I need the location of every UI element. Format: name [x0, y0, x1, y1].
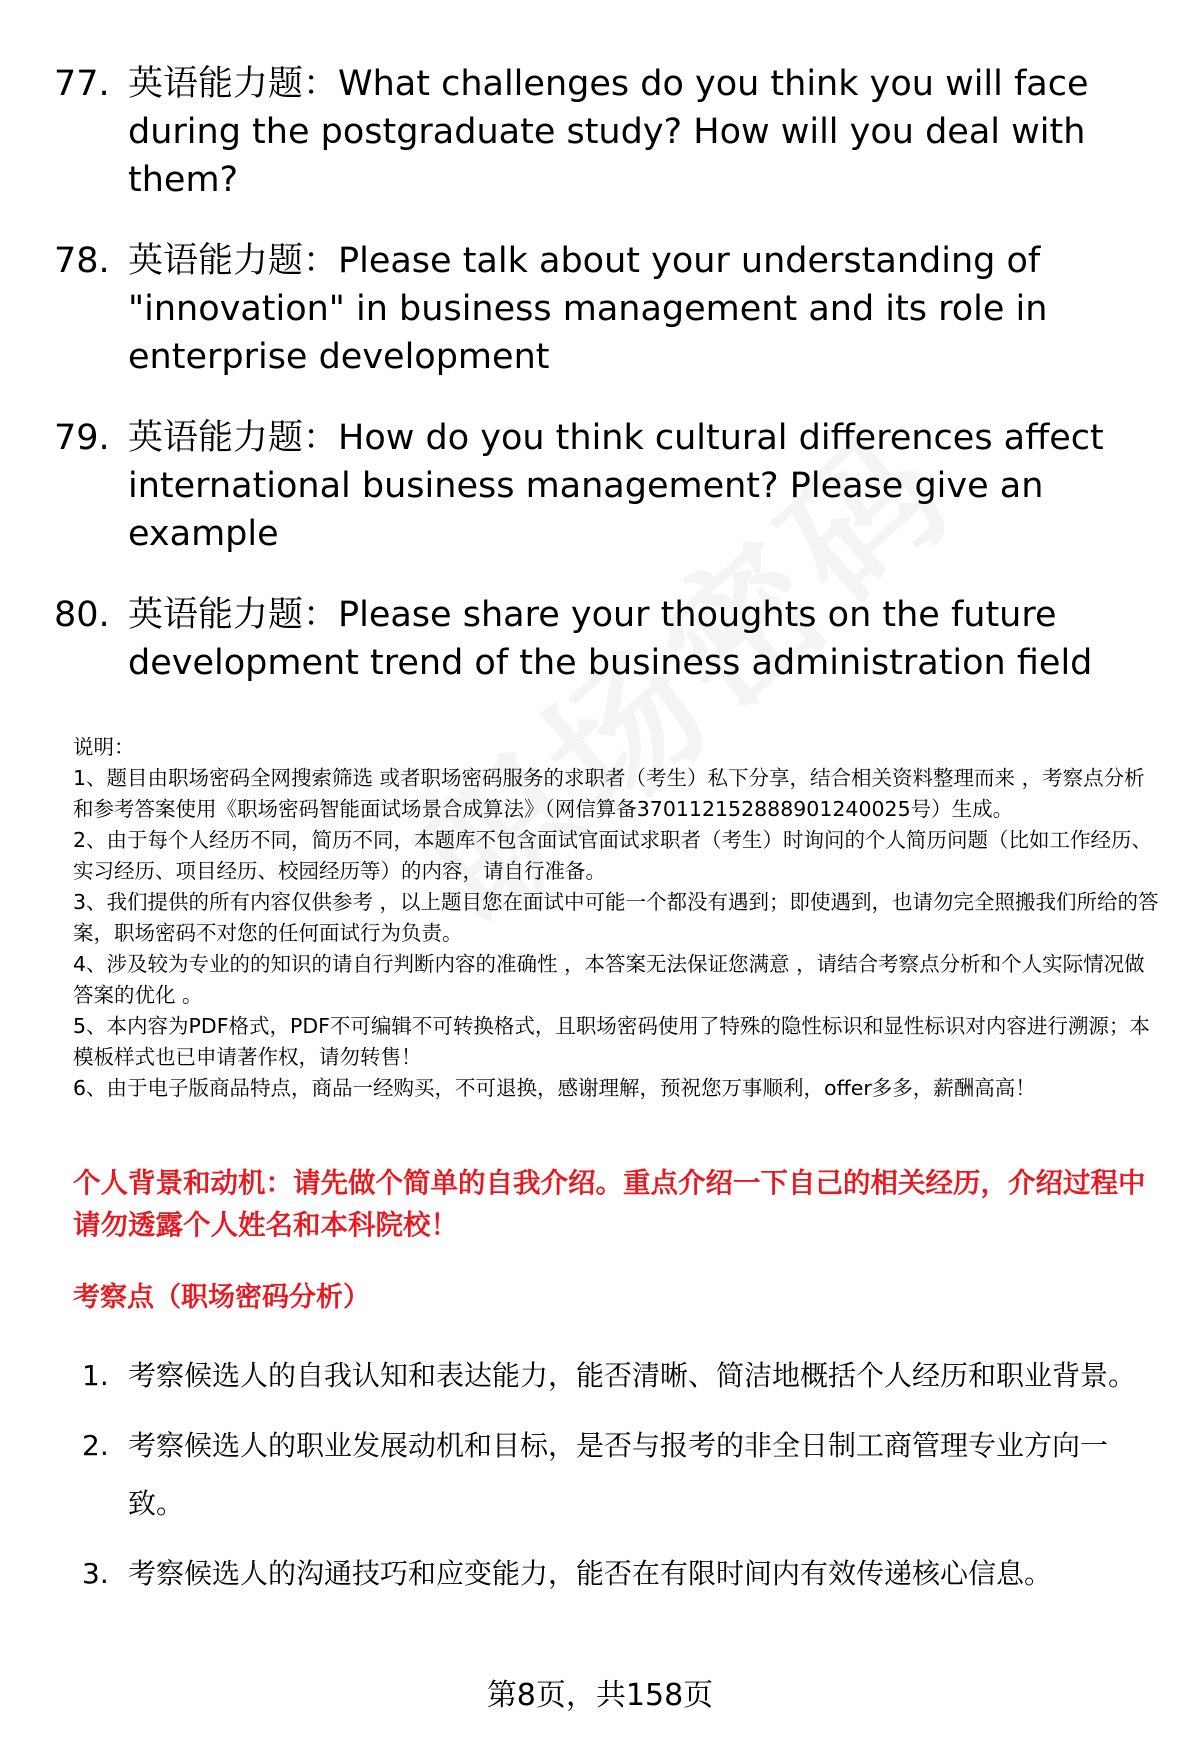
- analysis-points: [82, 1347, 1162, 1615]
- analysis-point: [82, 1347, 1162, 1405]
- point-number: 1.: [82, 1359, 109, 1392]
- point-number: 3.: [82, 1557, 109, 1590]
- analysis-point: [82, 1545, 1162, 1603]
- note-item: 2、由于每个人经历不同，简历不同，本题库不包含面试官面试求职者（考生）时询问的个人简历问题（比如工作经历、实习经历、项目经历、校园经历等）的内容，请自行准备。: [73, 828, 1153, 883]
- question-text: 英语能力题：Please talk about your understanding of "innovation" in business management and its role in enterprise development: [128, 241, 1048, 377]
- note-item: 3、我们提供的所有内容仅供参考 ，以上题目您在面试中可能一个都没有遇到；即使遇到，也请勿完全照搬我们所给的答案，职场密码不对您的任何面试行为负责。: [73, 890, 1159, 945]
- analysis-point: [82, 1417, 1162, 1533]
- question-text: 英语能力题：What challenges do you think you will face during the postgraduate study? How will you deal with them?: [128, 64, 1089, 200]
- question-item: [54, 591, 1164, 687]
- question-item: [54, 60, 1164, 204]
- question-number: 78.: [54, 241, 110, 281]
- section-title: 个人背景和动机：请先做个简单的自我介绍。重点介绍一下自己的相关经历，介绍过程中请勿透露个人姓名和本科院校！: [73, 1167, 1146, 1241]
- note-item: 5、本内容为PDF格式，PDF不可编辑不可转换格式，且职场密码使用了特殊的隐性标识和显性标识对内容进行溯源；本模板样式也已申请著作权，请勿转售！: [73, 1014, 1150, 1069]
- point-text: 考察候选人的自我认知和表达能力，能否清晰、简洁地概括个人经历和职业背景。: [128, 1359, 1137, 1392]
- note-item: 4、涉及较为专业的的知识的请自行判断内容的准确性 ，本答案无法保证您满意 ，请结合考察点分析和个人实际情况做答案的优化 。: [73, 952, 1145, 1007]
- note-item: 1、题目由职场密码全网搜索筛选 或者职场密码服务的求职者（考生）私下分享，结合相关资料整理而来 ，考察点分析和参考答案使用《职场密码智能面试场景合成算法》（网信算备370112152888901240025号）生成。: [73, 766, 1145, 821]
- notes-heading: 说明：: [73, 735, 135, 759]
- note-item: 6、由于电子版商品特点，商品一经购买，不可退换，感谢理解，预祝您万事顺利，offer多多，薪酬高高！: [73, 1076, 1036, 1100]
- point-text: 考察候选人的沟通技巧和应变能力，能否在有限时间内有效传递核心信息。: [128, 1557, 1053, 1590]
- point-text: 考察候选人的职业发展动机和目标，是否与报考的非全日制工商管理专业方向一致。: [128, 1429, 1109, 1520]
- question-text: 英语能力题：How do you think cultural differences affect international business management? Please give an example: [128, 418, 1104, 554]
- question-item: [54, 237, 1164, 381]
- question-item: [54, 414, 1164, 558]
- question-list: [54, 60, 1164, 720]
- point-number: 2.: [82, 1429, 109, 1462]
- question-number: 79.: [54, 418, 110, 458]
- question-text: 英语能力题：Please share your thoughts on the future development trend of the business administration field: [128, 595, 1093, 683]
- question-number: 80.: [54, 595, 110, 635]
- section-subtitle: 考察点（职场密码分析）: [73, 1282, 370, 1313]
- notes-section: [73, 732, 1163, 1104]
- question-number: 77.: [54, 64, 110, 104]
- page-footer: 第8页，共158页: [486, 1678, 714, 1713]
